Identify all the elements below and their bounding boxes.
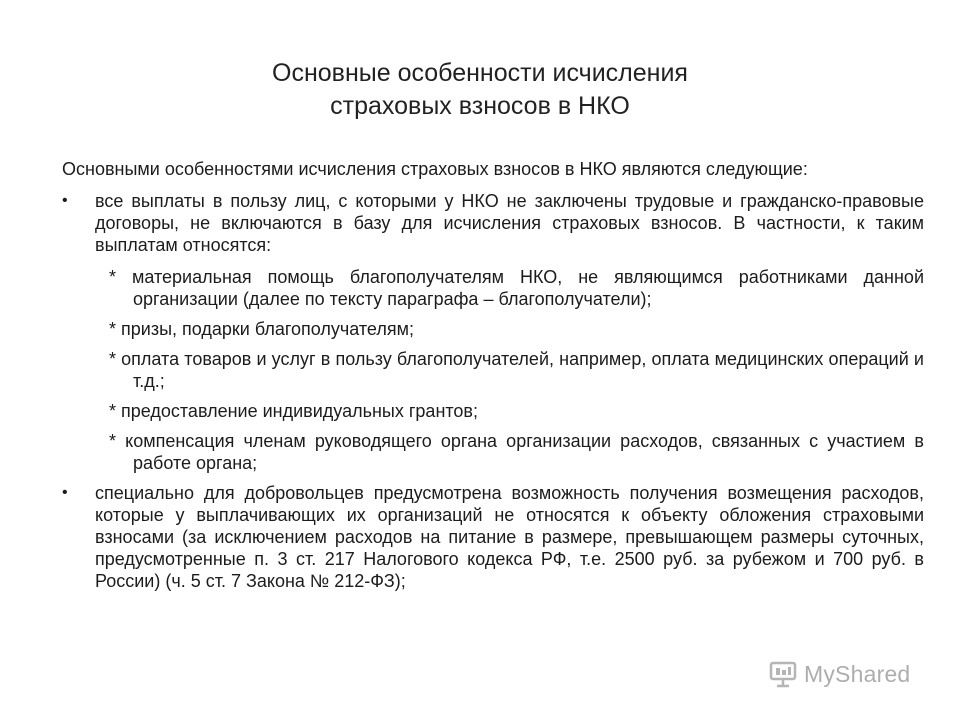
intro-paragraph: [62, 158, 924, 180]
bullet-1-text: все выплаты в пользу лиц, с которыми у НКО не заключены трудовые и гражданско-правовые договоры, не включаются в базу для исчисления страховых взносов. В частности, к таким выплатам относятся:: [95, 191, 924, 255]
title-line-1: Основные особенности исчисления: [272, 59, 688, 87]
bullet-icon: •: [62, 192, 68, 209]
bullet-item-1: [62, 190, 924, 256]
watermark: [768, 658, 910, 690]
bullet-item-2: [62, 482, 924, 592]
bullet-2-text: специально для добровольцев предусмотрена возможность получения возмещения расходов, которые у выплачивающих их организаций не относятся к объекту обложения страховыми взносами (за исключением расходов на питание в размере, превышающем размеры суточных, предусмотренные п. 3 ст. 217 Налогового кодекса РФ, т.е. 2500 руб. за рубежом и 700 руб. в России) (ч. 5 ст. 7 Закона № 212-ФЗ);: [95, 483, 924, 591]
intro-text: Основными особенностями исчисления страховых взносов в НКО являются следующие:: [62, 159, 808, 179]
title-line-2: страховых взносов в НКО: [330, 92, 630, 120]
sub-item: * компенсация членам руководящего органа организации расходов, связанных с участием в работе органа;: [109, 431, 924, 473]
bullet-icon: •: [62, 484, 68, 501]
sub-item: * материальная помощь благополучателям НКО, не являющимся работниками данной организации (далее по тексту параграфа – благополучатели);: [109, 267, 924, 309]
watermark-text: MyShared: [804, 660, 911, 687]
sub-item: * призы, подарки благополучателям;: [109, 319, 414, 339]
presentation-board-icon: [768, 659, 798, 689]
sub-item: * предоставление индивидуальных грантов;: [109, 401, 478, 421]
slide-title: [0, 57, 960, 123]
sub-item: * оплата товаров и услуг в пользу благополучателей, например, оплата медицинских операций и т.д.;: [109, 349, 924, 391]
slide-body: [62, 158, 924, 602]
